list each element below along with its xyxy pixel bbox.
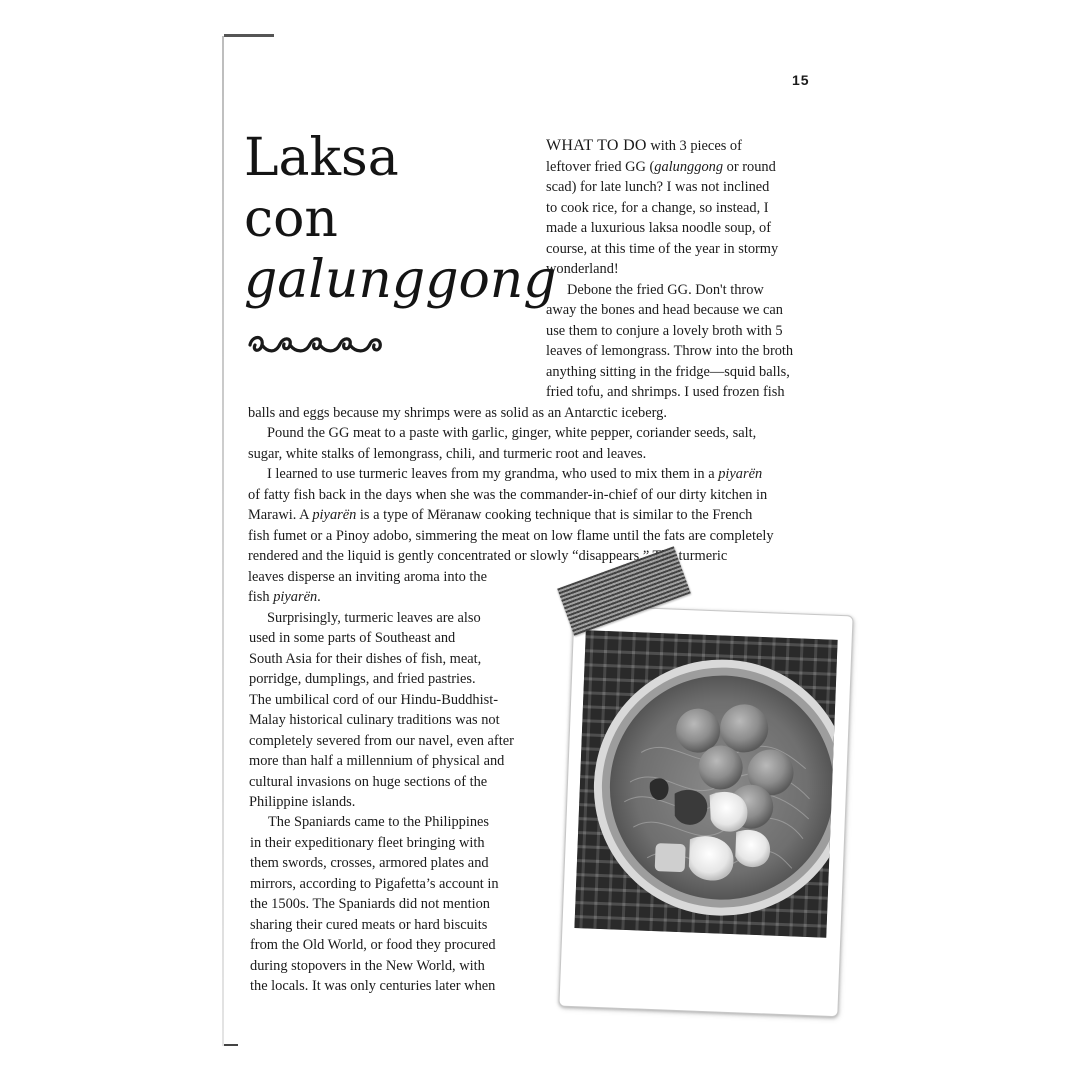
text-line: leaves disperse an inviting aroma into the bbox=[248, 569, 487, 585]
title-line-3: galunggong bbox=[244, 250, 557, 310]
text-line: during stopovers in the New World, with bbox=[250, 958, 485, 974]
text-line: the 1500s. The Spaniards did not mention bbox=[250, 896, 490, 912]
text-line: completely severed from our navel, even after bbox=[249, 733, 514, 749]
text-line: Surprisingly, turmeric leaves are also bbox=[267, 610, 481, 626]
text-line: fish fumet or a Pinoy adobo, simmering the meat on low flame until the fats are completely bbox=[248, 528, 774, 544]
text-line: leaves of lemongrass. Throw into the broth bbox=[546, 343, 794, 359]
page-number: 15 bbox=[792, 72, 810, 88]
recipe-title bbox=[244, 128, 557, 311]
text-line: Pound the GG meat to a paste with garlic, ginger, white pepper, coriander seeds, salt, bbox=[267, 425, 757, 441]
polaroid-photo bbox=[558, 605, 853, 1017]
text-line: them swords, crosses, armored plates and bbox=[250, 855, 489, 871]
text-line: use them to conjure a lovely broth with 5 bbox=[546, 323, 783, 339]
text-line: scad) for late lunch? I was not inclined bbox=[546, 179, 770, 195]
laksa-bowl-photo bbox=[574, 630, 837, 937]
lead-in: WHAT TO DO bbox=[546, 137, 647, 154]
text-line: balls and eggs because my shrimps were as solid as an Antarctic iceberg. bbox=[248, 405, 667, 421]
text-line: more than half a millennium of physical and bbox=[249, 753, 505, 769]
page-edge bbox=[222, 36, 224, 1046]
text-line: The Spaniards came to the Philippines bbox=[268, 814, 490, 830]
text-line: Malay historical culinary traditions was not bbox=[249, 712, 500, 728]
text-line: fried tofu, and shrimps. I used frozen fish bbox=[546, 384, 785, 400]
text-line: to cook rice, for a change, so instead, I bbox=[546, 200, 769, 216]
text-line: Philippine islands. bbox=[249, 794, 356, 810]
text-line: wonderland! bbox=[546, 261, 619, 277]
crop-mark-bottom bbox=[224, 1044, 238, 1046]
text-line: South Asia for their dishes of fish, meat, bbox=[249, 651, 482, 667]
text-line: mirrors, according to Pigafetta’s account in bbox=[250, 876, 499, 892]
text-line: of fatty fish back in the days when she was the commander-in-chief of our dirty kitchen in bbox=[248, 487, 768, 503]
title-line-1: Laksa bbox=[244, 128, 399, 188]
text-line: cultural invasions on huge sections of the bbox=[249, 774, 488, 790]
text-line: sharing their cured meats or hard biscuits bbox=[250, 917, 488, 933]
text-line: sugar, white stalks of lemongrass, chili, and turmeric root and leaves. bbox=[248, 446, 647, 462]
text-line: WHAT TO DO with 3 pieces of bbox=[546, 137, 742, 154]
ornament-divider-icon bbox=[246, 331, 386, 357]
text-line: fish piyarën. bbox=[248, 589, 321, 605]
title-line-2: con bbox=[244, 189, 338, 249]
text-line: course, at this time of the year in stormy bbox=[546, 241, 779, 257]
text-line: in their expeditionary fleet bringing with bbox=[250, 835, 485, 851]
text-line: anything sitting in the fridge—squid balls, bbox=[546, 364, 790, 380]
crop-mark-top bbox=[224, 34, 274, 37]
text-line: the locals. It was only centuries later when bbox=[250, 978, 496, 994]
text-line: Debone the fried GG. Don't throw bbox=[567, 282, 764, 298]
text-line: The umbilical cord of our Hindu-Buddhist- bbox=[249, 692, 498, 708]
text-line: rendered and the liquid is gently concentrated or slowly “disappears.” The turmeric bbox=[248, 548, 728, 564]
text-line: porridge, dumplings, and fried pastries. bbox=[249, 671, 476, 687]
text-line: from the Old World, or food they procured bbox=[250, 937, 496, 953]
text-line: made a luxurious laksa noodle soup, of bbox=[546, 220, 772, 236]
text-line: leftover fried GG (galunggong or round bbox=[546, 159, 776, 175]
text-line: I learned to use turmeric leaves from my grandma, who used to mix them in a piyarën bbox=[267, 466, 763, 482]
text-line: Marawi. A piyarën is a type of Mëranaw cooking technique that is similar to the French bbox=[248, 507, 753, 523]
text-line: used in some parts of Southeast and bbox=[249, 630, 456, 646]
text-line: away the bones and head because we can bbox=[546, 302, 783, 318]
